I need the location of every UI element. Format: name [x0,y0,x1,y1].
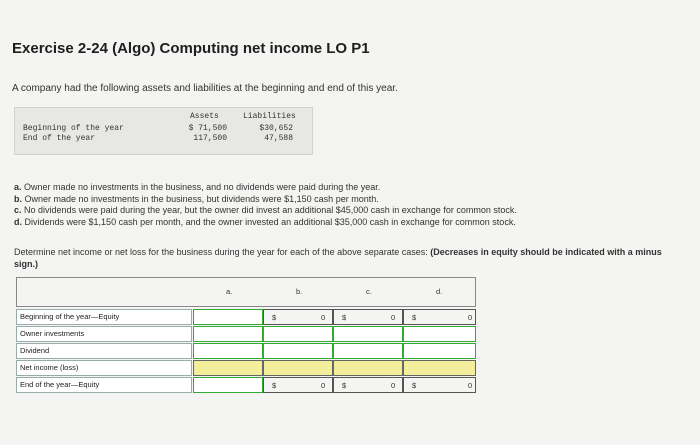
row-label-net-income: Net income (loss) [16,360,192,376]
owner-investments-input-a[interactable] [193,326,263,342]
zero-value: 0 [391,313,396,322]
assets-header: Assets [190,112,219,121]
currency-symbol: $ [412,381,417,390]
liabilities-header: Liabilities [243,112,296,121]
owner-investments-input-c[interactable] [333,326,403,342]
net-income-input-c[interactable] [333,360,403,376]
answer-table [16,287,476,396]
instruction-text: Determine net income or net loss for the business during the year for each of the above separate cases: (Decreases in equity should be indicated with a minus sign.) [14,247,662,269]
table-header-area [16,277,476,307]
column-header-a: a. [226,287,233,296]
currency-symbol: $ [342,381,347,390]
ending-equity-input-a[interactable] [193,377,263,393]
owner-investments-input-d[interactable] [403,326,476,342]
assets-liabilities-table [14,107,313,155]
dividend-input-c[interactable] [333,343,403,359]
case-item-a: a. Owner made no investments in the business, and no dividends were paid during the year. [14,182,381,192]
column-header-b: b. [296,287,303,296]
currency-symbol: $ [272,381,277,390]
zero-value: 0 [321,381,326,390]
net-income-input-a[interactable] [193,360,263,376]
dividend-input-a[interactable] [193,343,263,359]
zero-value: 0 [321,313,326,322]
case-list [14,182,517,228]
ledger-assets-value: $ 71,500 [188,124,227,133]
ledger-liabilities-value: $30,652 [259,124,293,133]
row-label-beginning-equity: Beginning of the year—Equity [16,309,192,325]
case-item-b: b. Owner made no investments in the business, but dividends were $1,150 cash per month. [14,193,379,204]
dividend-input-d[interactable] [403,343,476,359]
column-header-c: c. [366,287,372,296]
ending-equity-input-d[interactable] [403,377,476,393]
ledger-liabilities-value: 47,588 [264,134,293,143]
net-income-input-b[interactable] [263,360,333,376]
zero-value: 0 [468,381,473,390]
ledger-row-label: Beginning of the year [23,124,124,133]
row-label-owner-investments: Owner investments [16,326,192,342]
dividend-input-b[interactable] [263,343,333,359]
row-label-dividend: Dividend [16,343,192,359]
exercise-title: Exercise 2-24 (Algo) Computing net income LO P1 [12,40,370,57]
currency-symbol: $ [272,313,277,322]
case-item-c: c. No dividends were paid during the year, but the owner did invest an additional $45,000 cash in exchange for common stock. [14,205,517,215]
owner-investments-input-b[interactable] [263,326,333,342]
row-label-ending-equity: End of the year—Equity [16,377,192,393]
beginning-equity-input-a[interactable] [193,309,263,325]
zero-value: 0 [468,313,473,322]
column-header-d: d. [436,287,443,296]
intro-text: A company had the following assets and liabilities at the beginning and end of this year. [12,83,398,94]
currency-symbol: $ [342,313,347,322]
case-item-d: d. Dividends were $1,150 cash per month, and the owner invested an additional $35,000 cash in exchange for common stock. [14,216,516,227]
instruction-note: (Decreases in equity should be indicated with a minus sign.) [14,247,662,269]
zero-value: 0 [391,381,396,390]
net-income-input-d[interactable] [403,360,476,376]
beginning-equity-input-d[interactable] [403,309,476,325]
ledger-row-label: End of the year [23,134,96,143]
currency-symbol: $ [412,313,417,322]
ledger-assets-value: 117,500 [193,134,227,143]
